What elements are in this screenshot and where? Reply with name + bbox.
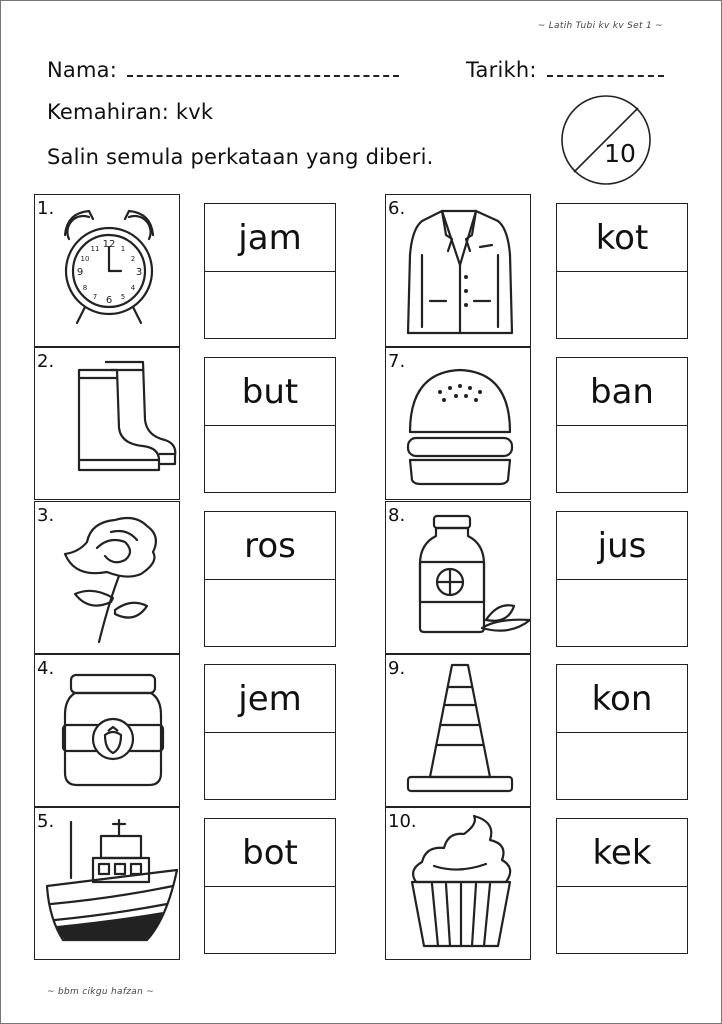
copy-area[interactable] xyxy=(205,426,335,492)
copy-area[interactable] xyxy=(205,733,335,799)
name-row xyxy=(47,57,399,82)
copy-area[interactable] xyxy=(557,580,687,646)
copy-area[interactable] xyxy=(557,887,687,953)
svg-text:10: 10 xyxy=(80,255,90,263)
svg-text:7: 7 xyxy=(92,293,98,301)
alarm-clock-icon xyxy=(35,195,181,348)
rose-icon xyxy=(35,502,181,655)
svg-text:4: 4 xyxy=(130,284,136,292)
copy-area[interactable] xyxy=(557,272,687,338)
picture-cell xyxy=(34,654,180,807)
copy-area[interactable] xyxy=(205,887,335,953)
item-number: 1. xyxy=(37,198,55,219)
word-model: jam xyxy=(205,204,335,272)
word-model: but xyxy=(205,358,335,426)
score-total: 10 xyxy=(604,139,636,168)
svg-text:12: 12 xyxy=(102,239,116,250)
picture-cell xyxy=(34,347,180,500)
item-number: 8. xyxy=(388,505,406,526)
svg-text:2: 2 xyxy=(130,255,136,263)
copy-area[interactable] xyxy=(557,426,687,492)
coat-icon xyxy=(386,195,532,348)
series-label: ~ Latih Tubi kv kv Set 1 ~ xyxy=(537,21,663,31)
word-box xyxy=(556,818,688,954)
word-box xyxy=(204,511,336,647)
word-box xyxy=(204,357,336,493)
item-number: 6. xyxy=(388,198,406,219)
item-number: 9. xyxy=(388,658,406,679)
word-model: kon xyxy=(557,665,687,733)
word-model: jem xyxy=(205,665,335,733)
picture-cell xyxy=(385,807,531,960)
svg-text:3: 3 xyxy=(135,267,143,278)
copy-area[interactable] xyxy=(205,272,335,338)
word-box xyxy=(204,203,336,339)
picture-cell xyxy=(385,501,531,654)
word-box xyxy=(204,818,336,954)
item-number: 2. xyxy=(37,351,55,372)
word-box xyxy=(204,664,336,800)
copy-area[interactable] xyxy=(205,580,335,646)
picture-cell xyxy=(385,194,531,347)
date-row xyxy=(466,57,664,82)
copy-area[interactable] xyxy=(557,733,687,799)
name-label: Nama: xyxy=(47,58,117,82)
skill-value: kvk xyxy=(175,100,214,124)
item-number: 3. xyxy=(37,505,55,526)
svg-text:5: 5 xyxy=(120,293,126,301)
picture-cell xyxy=(34,807,180,960)
bun-icon xyxy=(386,348,532,501)
item-number: 7. xyxy=(388,351,406,372)
word-model: kot xyxy=(557,204,687,272)
svg-text:6: 6 xyxy=(105,295,113,306)
name-blank[interactable] xyxy=(127,57,399,77)
skill-row xyxy=(47,100,213,124)
svg-text:9: 9 xyxy=(76,267,84,278)
word-model: jus xyxy=(557,512,687,580)
boat-icon xyxy=(35,808,181,961)
picture-cell xyxy=(34,194,180,347)
date-blank[interactable] xyxy=(547,57,664,77)
boots-icon xyxy=(35,348,181,501)
word-model: ban xyxy=(557,358,687,426)
picture-cell xyxy=(34,501,180,654)
jam-jar-icon xyxy=(35,655,181,808)
word-box xyxy=(556,511,688,647)
word-box xyxy=(556,203,688,339)
picture-cell xyxy=(385,654,531,807)
word-box xyxy=(556,664,688,800)
item-number: 5. xyxy=(37,811,55,832)
item-number: 4. xyxy=(37,658,55,679)
instruction: Salin semula perkataan yang diberi. xyxy=(47,145,434,169)
footer-credit: ~ bbm cikgu hafzan ~ xyxy=(47,987,155,997)
cupcake-icon xyxy=(386,808,532,961)
svg-text:11: 11 xyxy=(90,245,100,253)
item-number: 10. xyxy=(388,811,417,832)
date-label: Tarikh: xyxy=(466,58,537,82)
word-model: kek xyxy=(557,819,687,887)
svg-text:8: 8 xyxy=(82,284,88,292)
svg-text:1: 1 xyxy=(120,245,126,253)
skill-label: Kemahiran: xyxy=(47,100,170,124)
score-circle xyxy=(560,94,652,186)
word-model: ros xyxy=(205,512,335,580)
word-model: bot xyxy=(205,819,335,887)
word-box xyxy=(556,357,688,493)
juice-bottle-icon xyxy=(386,502,532,655)
picture-cell xyxy=(385,347,531,500)
traffic-cone-icon xyxy=(386,655,532,808)
